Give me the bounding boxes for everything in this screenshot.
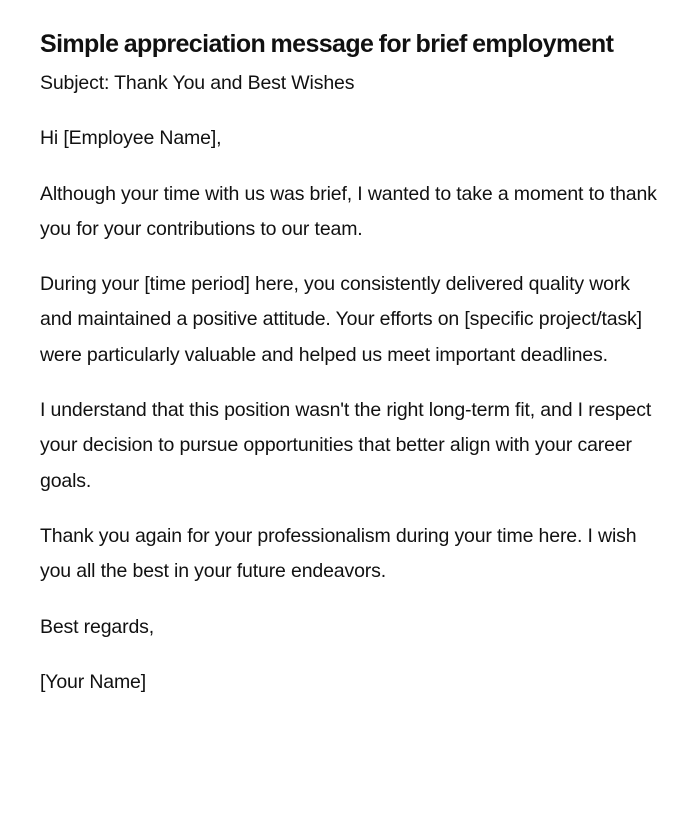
body-paragraph: Thank you again for your professionalism during your time here. I wish you all the best in your future endeavors.: [40, 524, 637, 583]
closing: Best regards,: [40, 615, 155, 638]
letter-document: [40, 22, 660, 720]
document-title: Simple appreciation message for brief employment: [40, 30, 614, 58]
body-paragraph: I understand that this position wasn't the right long-term fit, and I respect your decision to pursue opportunities that better align with your career goals.: [40, 399, 652, 492]
body-paragraph: Although your time with us was brief, I wanted to take a moment to thank you for your contributions to our team.: [40, 182, 657, 240]
subject-line: Subject: Thank You and Best Wishes: [40, 72, 355, 94]
greeting: Hi [Employee Name],: [40, 127, 222, 150]
signature: [Your Name]: [40, 670, 147, 693]
body-paragraph: During your [time period] here, you consistently delivered quality work and maintained a positive attitude. Your efforts on [specific project/task] were particularly valuable and helped us meet important deadlines.: [40, 273, 642, 366]
